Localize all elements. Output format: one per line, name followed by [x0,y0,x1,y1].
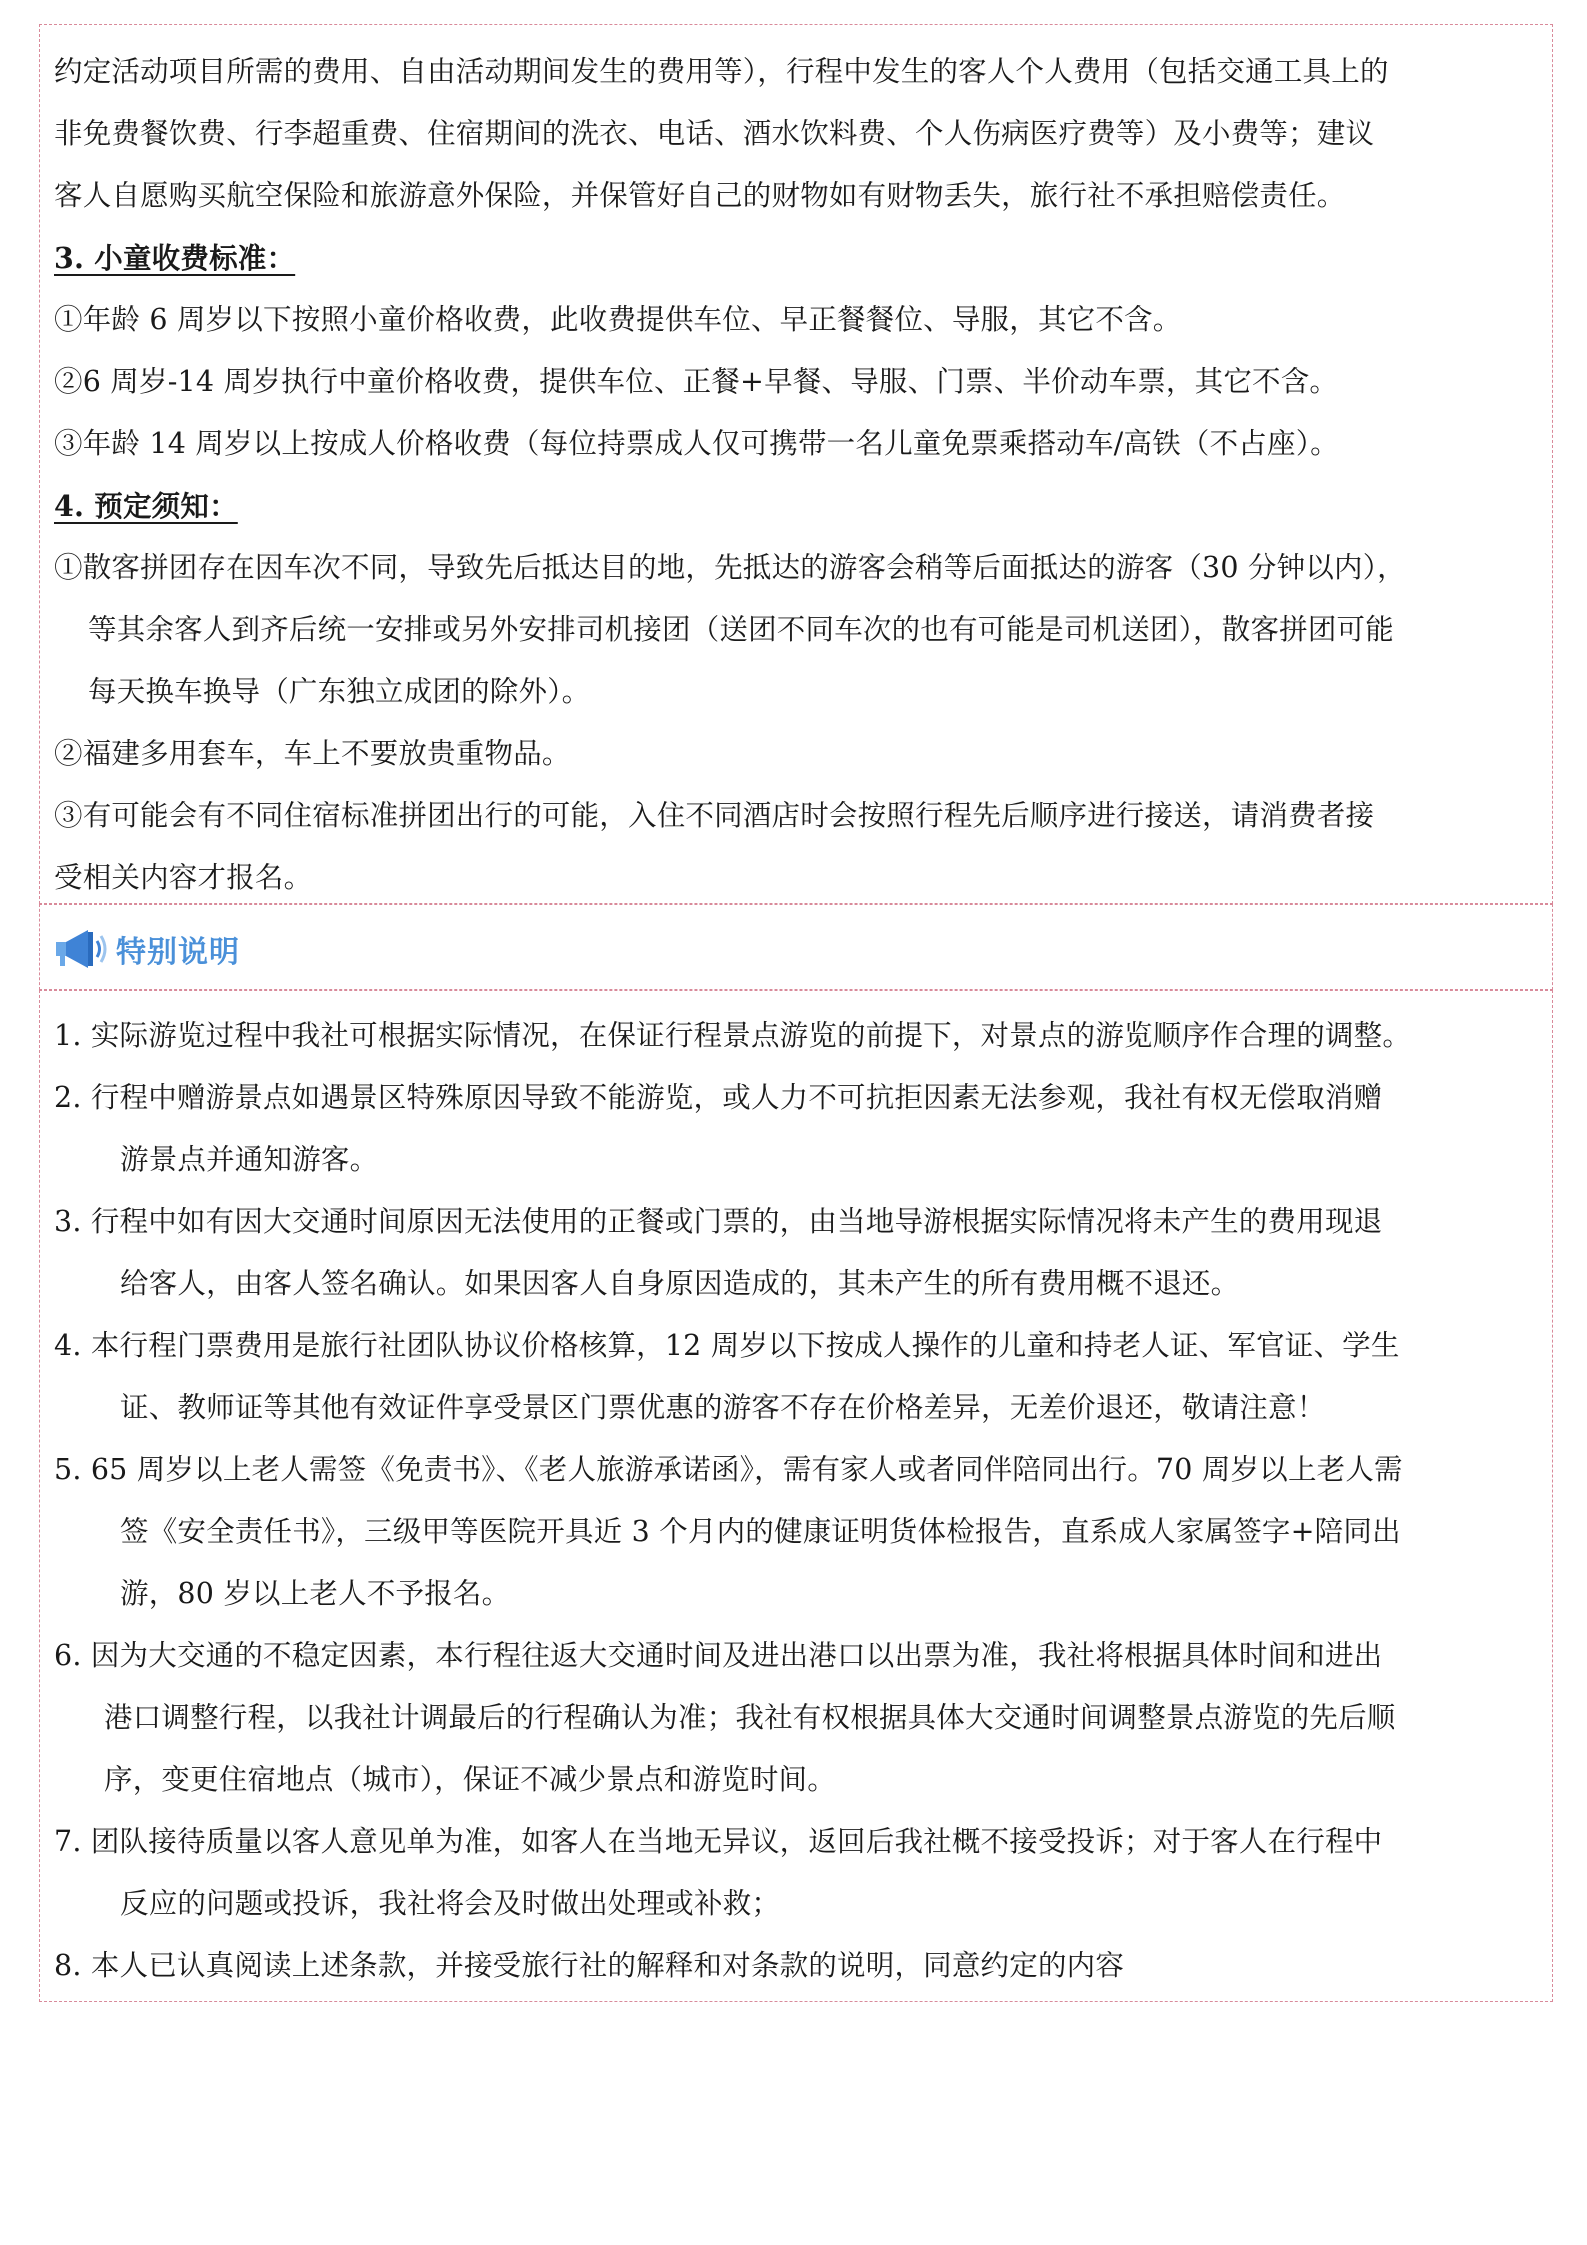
note-7-line-2: 反应的问题或投诉，我社将会及时做出处理或补救； [120,1887,781,1920]
intro-line-2: 非免费餐饮费、行李超重费、住宿期间的洗衣、电话、酒水饮料费、个人伤病医疗费等）及小费等；建议 [54,117,1375,150]
booking-item-3-line-1: ③有可能会有不同住宿标准拼团出行的可能，入住不同酒店时会按照行程先后顺序进行接送，请消费者接 [54,799,1375,832]
note-4-line-1: 4. 本行程门票费用是旅行社团队协议价格核算，12 周岁以下按成人操作的儿童和持老人证、军官证、学生 [54,1329,1400,1362]
note-5-line-3: 游，80 岁以上老人不予报名。 [120,1577,511,1610]
booking-item-1-line-2: 等其余客人到齐后统一安排或另外安排司机接团（送团不同车次的也有可能是司机送团），散客拼团可能 [88,613,1394,646]
note-1-line-1: 1. 实际游览过程中我社可根据实际情况，在保证行程景点游览的前提下，对景点的游览顺序作合理的调整。 [54,1019,1412,1052]
intro-line-1: 约定活动项目所需的费用、自由活动期间发生的费用等），行程中发生的客人个人费用（包括交通工具上的 [54,55,1389,88]
special-notes-list [39,990,1553,2002]
note-6-line-2: 港口调整行程，以我社计调最后的行程确认为准；我社有权根据具体大交通时间调整景点游览的先后顺 [104,1701,1396,1734]
booking-item-3-line-2: 受相关内容才报名。 [54,861,313,894]
note-6-line-3: 序，变更住宿地点（城市），保证不减少景点和游览时间。 [104,1763,836,1796]
special-notes-banner [39,904,1553,990]
booking-item-2: ②福建多用套车，车上不要放贵重物品。 [54,737,571,770]
child-fee-item-3: ③年龄 14 周岁以上按成人价格收费（每位持票成人仅可携带一名儿童免票乘搭动车/高铁（不占座）。 [54,427,1339,460]
note-3-line-2: 给客人，由客人签名确认。如果因客人自身原因造成的，其未产生的所有费用概不退还。 [120,1267,1240,1300]
booking-item-1-line-1: ①散客拼团存在因车次不同，导致先后抵达目的地，先抵达的游客会稍等后面抵达的游客（30 分钟以内）， [54,551,1406,584]
booking-heading: 4. 预定须知： [54,489,238,523]
note-7-line-1: 7. 团队接待质量以客人意见单为准，如客人在当地无异议，返回后我社概不接受投诉；对于客人在行程中 [54,1825,1383,1858]
megaphone-icon [54,926,110,972]
note-3-line-1: 3. 行程中如有因大交通时间原因无法使用的正餐或门票的，由当地导游根据实际情况将未产生的费用现退 [54,1205,1383,1238]
note-2-line-1: 2. 行程中赠游景点如遇景区特殊原因导致不能游览，或人力不可抗拒因素无法参观，我社有权无偿取消赠 [54,1081,1383,1114]
child-fee-item-1: ①年龄 6 周岁以下按照小童价格收费，此收费提供车位、早正餐餐位、导服，其它不含。 [54,303,1182,336]
note-8-line-1: 8. 本人已认真阅读上述条款，并接受旅行社的解释和对条款的说明，同意约定的内容 [54,1949,1125,1982]
child-fee-heading: 3. 小童收费标准： [54,241,296,275]
note-6-line-1: 6. 因为大交通的不稳定因素，本行程往返大交通时间及进出港口以出票为准，我社将根据具体时间和进出 [54,1639,1383,1672]
intro-line-3: 客人自愿购买航空保险和旅游意外保险，并保管好自己的财物如有财物丢失，旅行社不承担赔偿责任。 [54,179,1346,212]
special-notes-title: 特别说明 [116,935,240,970]
fees-section [39,24,1553,904]
note-5-line-2: 签《安全责任书》，三级甲等医院开具近 3 个月内的健康证明货体检报告，直系成人家属签字+陪同出 [120,1515,1401,1548]
note-5-line-1: 5. 65 周岁以上老人需签《免责书》、《老人旅游承诺函》，需有家人或者同伴陪同出行。70 周岁以上老人需 [54,1453,1403,1486]
note-2-line-2: 游景点并通知游客。 [120,1143,379,1176]
child-fee-item-2: ②6 周岁-14 周岁执行中童价格收费，提供车位、正餐+早餐、导服、门票、半价动车票，其它不含。 [54,365,1339,398]
note-4-line-2: 证、教师证等其他有效证件享受景区门票优惠的游客不存在价格差异，无差价退还，敬请注意！ [120,1391,1326,1424]
booking-item-1-line-3: 每天换车换导（广东独立成团的除外）。 [88,675,591,708]
